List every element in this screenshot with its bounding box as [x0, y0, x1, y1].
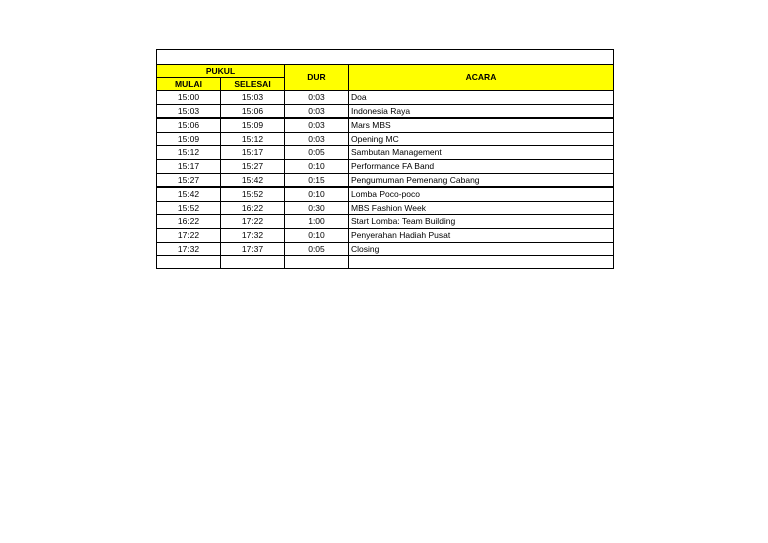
schedule-table	[156, 49, 614, 269]
mulai-cell[interactable]: 16:22	[157, 215, 221, 229]
selesai-cell[interactable]: 15:09	[221, 118, 285, 132]
table-row	[157, 104, 614, 118]
dur-cell[interactable]: 0:10	[285, 159, 349, 173]
selesai-cell[interactable]: 15:17	[221, 146, 285, 160]
acara-cell[interactable]: Opening MC	[349, 132, 614, 146]
selesai-cell[interactable]: 15:03	[221, 91, 285, 105]
mulai-cell[interactable]: 15:17	[157, 159, 221, 173]
header-row-1	[157, 65, 614, 78]
mulai-cell[interactable]: 15:00	[157, 91, 221, 105]
mulai-cell[interactable]: 15:06	[157, 118, 221, 132]
table-row	[157, 173, 614, 187]
acara-cell[interactable]: Penyerahan Hadiah Pusat	[349, 228, 614, 242]
selesai-cell[interactable]: 15:27	[221, 159, 285, 173]
dur-cell[interactable]: 0:05	[285, 242, 349, 256]
acara-cell[interactable]: Performance FA Band	[349, 159, 614, 173]
header-pukul[interactable]: PUKUL	[157, 65, 285, 78]
selesai-cell[interactable]: 16:22	[221, 201, 285, 215]
acara-cell[interactable]: Pengumuman Pemenang Cabang	[349, 173, 614, 187]
mulai-cell[interactable]: 15:12	[157, 146, 221, 160]
dur-cell[interactable]: 0:03	[285, 132, 349, 146]
dur-cell[interactable]: 0:03	[285, 91, 349, 105]
dur-cell[interactable]: 0:30	[285, 201, 349, 215]
table-row	[157, 242, 614, 256]
selesai-cell[interactable]: 17:37	[221, 242, 285, 256]
mulai-cell[interactable]: 17:32	[157, 242, 221, 256]
blank-cell[interactable]	[157, 50, 614, 65]
blank-title-row	[157, 50, 614, 65]
table-row	[157, 146, 614, 160]
table-row	[157, 118, 614, 132]
acara-cell[interactable]: Indonesia Raya	[349, 104, 614, 118]
dur-cell[interactable]: 0:03	[285, 104, 349, 118]
dur-cell[interactable]: 0:03	[285, 118, 349, 132]
schedule-sheet	[156, 49, 613, 269]
header-selesai[interactable]: SELESAI	[221, 78, 285, 91]
acara-cell[interactable]: Lomba Poco-poco	[349, 187, 614, 201]
mulai-cell[interactable]: 15:52	[157, 201, 221, 215]
mulai-cell[interactable]: 15:42	[157, 187, 221, 201]
acara-cell[interactable]: Start Lomba: Team Building	[349, 215, 614, 229]
blank-footer-row	[157, 256, 614, 269]
dur-cell[interactable]: 0:05	[285, 146, 349, 160]
selesai-cell[interactable]: 17:32	[221, 228, 285, 242]
acara-cell[interactable]: MBS Fashion Week	[349, 201, 614, 215]
selesai-cell[interactable]: 15:52	[221, 187, 285, 201]
header-dur[interactable]: DUR	[285, 65, 349, 91]
acara-cell[interactable]: Mars MBS	[349, 118, 614, 132]
selesai-cell[interactable]: 15:42	[221, 173, 285, 187]
mulai-cell[interactable]: 15:03	[157, 104, 221, 118]
table-row	[157, 201, 614, 215]
table-row	[157, 187, 614, 201]
table-row	[157, 215, 614, 229]
selesai-cell[interactable]: 15:06	[221, 104, 285, 118]
mulai-cell[interactable]: 15:27	[157, 173, 221, 187]
blank-cell[interactable]	[157, 256, 221, 269]
mulai-cell[interactable]: 15:09	[157, 132, 221, 146]
table-row	[157, 91, 614, 105]
dur-cell[interactable]: 0:10	[285, 187, 349, 201]
blank-cell[interactable]	[285, 256, 349, 269]
mulai-cell[interactable]: 17:22	[157, 228, 221, 242]
blank-cell[interactable]	[221, 256, 285, 269]
dur-cell[interactable]: 0:10	[285, 228, 349, 242]
dur-cell[interactable]: 1:00	[285, 215, 349, 229]
table-row	[157, 159, 614, 173]
blank-cell[interactable]	[349, 256, 614, 269]
table-row	[157, 132, 614, 146]
selesai-cell[interactable]: 17:22	[221, 215, 285, 229]
acara-cell[interactable]: Doa	[349, 91, 614, 105]
selesai-cell[interactable]: 15:12	[221, 132, 285, 146]
header-acara[interactable]: ACARA	[349, 65, 614, 91]
header-mulai[interactable]: MULAI	[157, 78, 221, 91]
table-row	[157, 228, 614, 242]
dur-cell[interactable]: 0:15	[285, 173, 349, 187]
acara-cell[interactable]: Closing	[349, 242, 614, 256]
acara-cell[interactable]: Sambutan Management	[349, 146, 614, 160]
